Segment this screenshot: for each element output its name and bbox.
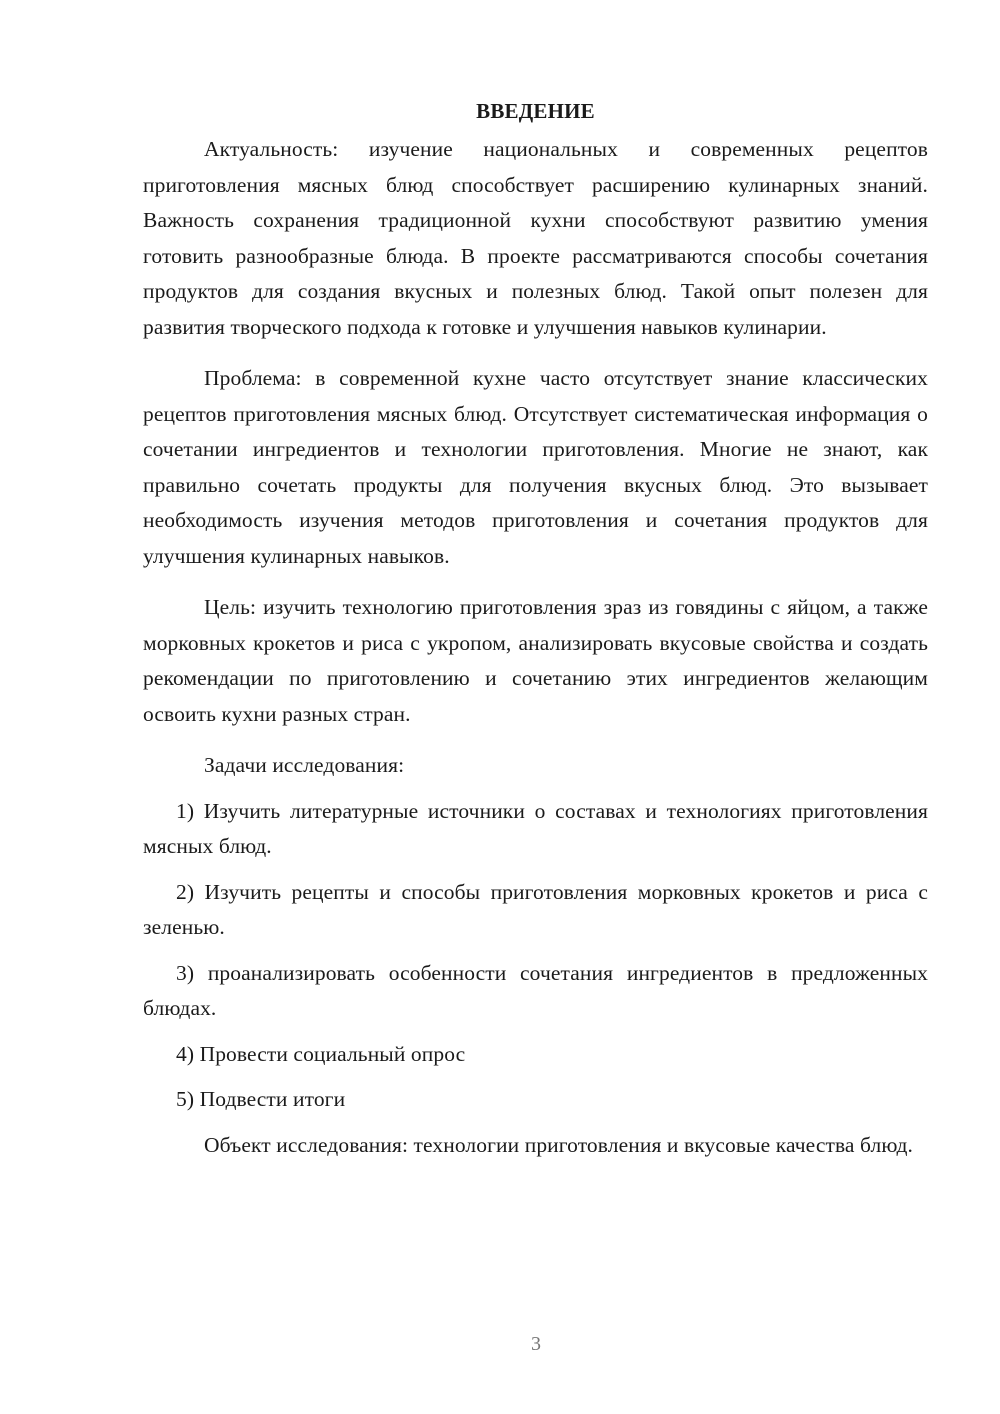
object-paragraph: Объект исследования: технологии приготовления и вкусовые качества блюд.	[204, 1132, 913, 1157]
task-item: 1) Изучить литературные источники о составах и технологиях приготовления мясных блюд.	[143, 798, 928, 858]
tasks-list	[143, 794, 928, 1118]
page-title: ВВЕДЕНИЕ	[476, 99, 595, 123]
goal-paragraph: Цель: изучить технологию приготовления зраз из говядины с яйцом, а также морковных крокетов и риса с укропом, анализировать вкусовые свойства и создать рекомендации по приготовлению и сочетанию этих ингредиентов желающим освоить кухни разных стран.	[143, 595, 928, 726]
page-content	[143, 96, 928, 1179]
relevance-paragraph: Актуальность: изучение национальных и современных рецептов приготовления мясных блюд способствует расширению кулинарных знаний. Важность сохранения традиционной кухни способствуют развитию умения готовить разнообразные блюда. В проекте рассматриваются способы сочетания продуктов для создания вкусных и полезных блюд. Такой опыт полезен для развития творческого подхода к готовке и улучшения навыков кулинарии.	[143, 137, 928, 339]
page-number: 3	[531, 1333, 541, 1355]
tasks-heading: Задачи исследования:	[204, 753, 405, 777]
problem-paragraph: Проблема: в современной кухне часто отсутствует знание классических рецептов приготовления мясных блюд. Отсутствует систематическая информация о сочетании ингредиентов и технологии приготовления. Многие не знают, как правильно сочетать продукты для получения вкусных блюд. Это вызывает необходимость изучения методов приготовления и сочетания продуктов для улучшения кулинарных навыков.	[143, 366, 928, 568]
task-item: 4) Провести социальный опрос	[176, 1041, 466, 1066]
task-item: 5) Подвести итоги	[176, 1087, 346, 1111]
task-item: 2) Изучить рецепты и способы приготовления морковных крокетов и риса с зеленью.	[143, 879, 928, 939]
task-item: 3) проанализировать особенности сочетания ингредиентов в предложенных блюдах.	[143, 960, 928, 1020]
